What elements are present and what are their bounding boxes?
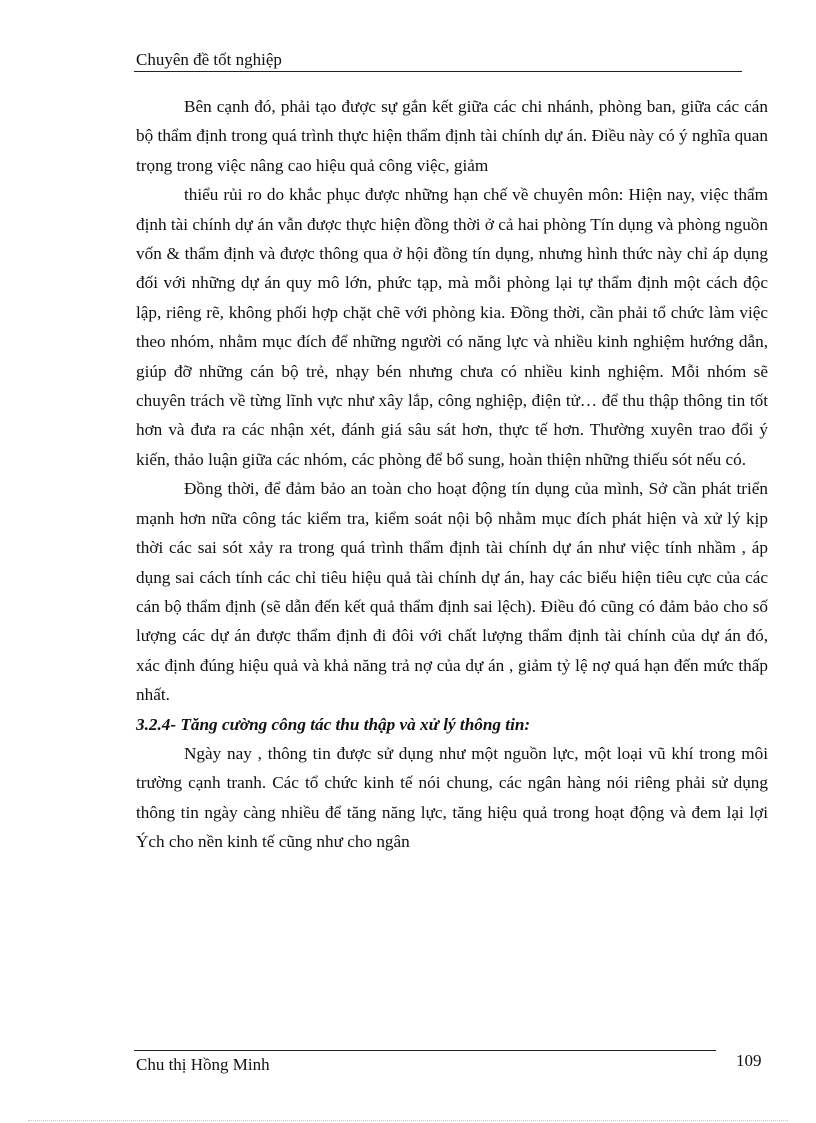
page-bottom-border bbox=[28, 1120, 788, 1121]
page-number: 109 bbox=[736, 1051, 762, 1070]
paragraph-2: thiểu rủi ro do khắc phục được những hạn chế về chuyên môn: Hiện nay, việc thẩm định tài chính dự án vẫn được thực hiện đồng thời ở cả hai phòng Tín dụng và phòng nguồn vốn & thẩm định và được thông qua ở hội đồng tín dụng, nhưng hình thức này chỉ áp dụng đối với những dự án quy mô lớn, phức tạp, mà mỗi phòng lại tự thẩm định một cách độc lập, riêng rẽ, không phối hợp chặt chẽ với phòng kia. Đồng thời, cần phải tổ chức làm việc theo nhóm, nhằm mục đích để những người có năng lực và nhiều kinh nghiệm hướng dẫn, giúp đỡ những cán bộ trẻ, nhạy bén nhưng chưa có nhiều kinh nghiệm. Mỗi nhóm sẽ chuyên trách về từng lĩnh vực như xây lắp, công nghiệp, điện tử… để thu thập thông tin tốt hơn và đưa ra các nhận xét, đánh giá sâu sát hơn, thực tế hơn. Thường xuyên trao đổi ý kiến, thảo luận giữa các nhóm, các phòng để bổ sung, hoàn thiện những thiếu sót nếu có. bbox=[136, 185, 768, 469]
footer-author: Chu thị Hồng Minh bbox=[136, 1055, 270, 1074]
header-rule bbox=[134, 71, 742, 72]
header-title: Chuyên đề tốt nghiệp bbox=[136, 50, 282, 69]
paragraph-1: Bên cạnh đó, phải tạo được sự gắn kết giữa các chi nhánh, phòng ban, giữa các cán bộ thẩm định trong quá trình thực hiện thẩm định tài chính dự án. Điều này có ý nghĩa quan trọng trong việc nâng cao hiệu quả công việc, giảm bbox=[136, 97, 768, 175]
paragraph-3: Đồng thời, để đảm bảo an toàn cho hoạt động tín dụng của mình, Sở cần phát triển mạnh hơn nữa công tác kiểm tra, kiểm soát nội bộ nhằm mục đích phát hiện và xử lý kịp thời các sai sót xảy ra trong quá trình thẩm định tài chính dự án như việc tính nhầm , áp dụng sai cách tính các chỉ tiêu hiệu quả tài chính dự án, hay các biểu hiện tiêu cực của các cán bộ thẩm định (sẽ dẫn đến kết quả thẩm định sai lệch). Điều đó cũng có đảm bảo cho số lượng các dự án được thẩm định đi đôi với chất lượng thẩm định tài chính của dự án đó, xác định đúng hiệu quả và khả năng trả nợ của dự án , giảm tỷ lệ nợ quá hạn đến mức thấp nhất. bbox=[136, 479, 768, 705]
footer-rule bbox=[134, 1050, 716, 1051]
body-text bbox=[136, 92, 768, 857]
section-heading: 3.2.4- Tăng cường công tác thu thập và xử lý thông tin: bbox=[136, 714, 531, 734]
paragraph-4: Ngày nay , thông tin được sử dụng như một nguồn lực, một loại vũ khí trong môi trường cạnh tranh. Các tổ chức kinh tế nói chung, các ngân hàng nói riêng phải sử dụng thông tin ngày càng nhiều để tăng năng lực, tăng hiệu quả trong hoạt động và đem lại lợi Ých cho nền kinh tế cũng như cho ngân bbox=[136, 743, 768, 852]
